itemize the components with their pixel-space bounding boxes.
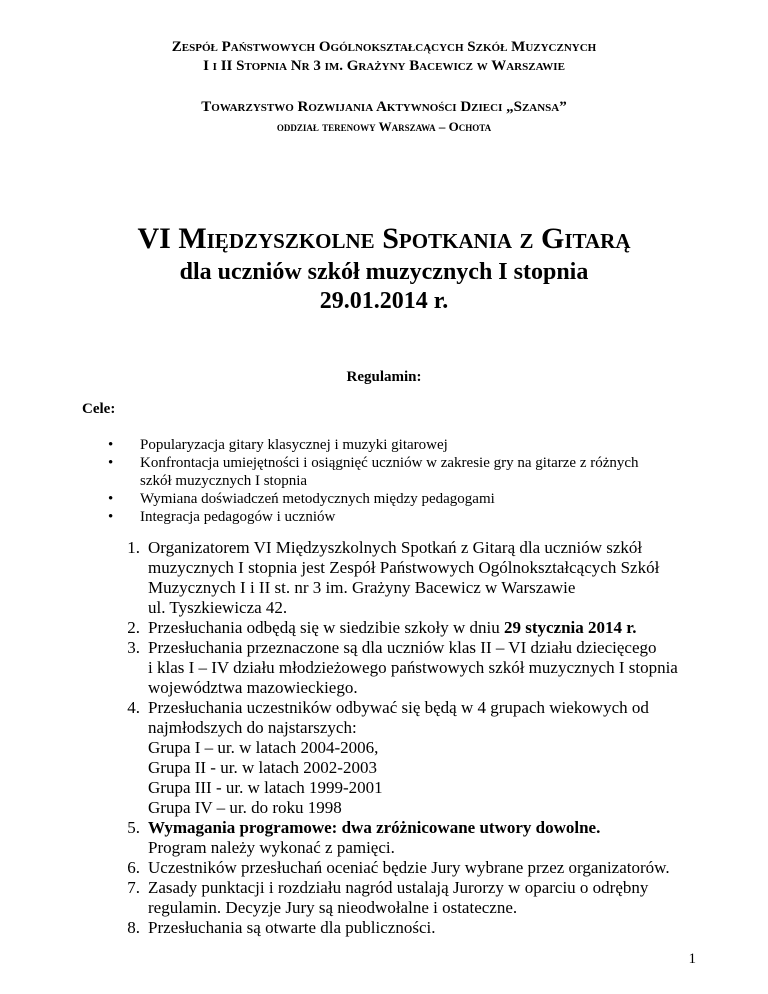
rule-item-4: 4. Przesłuchania uczestników odbywać się będą w 4 grupach wiekowych od najmłodszych do najstarszych: Grupa I – ur. w latach 2004-2006, Grupa II - ur. w latach 2002-2003 Grupa III - ur. w latach 1999-2001 Grupa IV – ur. do roku 1998 [127,698,649,817]
society-line-1: Towarzystwo Rozwijania Aktywności Dzieci „Szansa” [201,99,567,115]
rule-item-1: 1. Organizatorem VI Międzyszkolnych Spotkań z Gitarą dla uczniów szkół muzycznych I stopnia jest Zespół Państwowych Ogólnokształcących Szkół Muzycznych I i II st. nr 3 im. Grażyny Bacewicz w Warszawie ul. Tyszkiewicza 42. [127,538,660,617]
goal-item: • Integracja pedagogów i uczniów [108,509,336,525]
school-header [0,38,768,76]
bullet-icon: • [108,437,114,453]
rule-item-6: 6. Uczestników przesłuchań oceniać będzie Jury wybrane przez organizatorów. [127,858,670,877]
regulamin-heading: Regulamin: [346,369,422,385]
document-title [0,222,768,256]
rule-item-8: 8. Przesłuchania są otwarte dla publiczności. [127,918,436,937]
title-main: VI Międzyszkolne Spotkania z Gitarą [137,222,631,255]
rule-item-5: 5. Wymagania programowe: dwa zróżnicowane utwory dowolne. Program należy wykonać z pamięci. [127,818,601,857]
goals-list [108,436,688,526]
society-line-2: oddział terenowy Warszawa – Ochota [276,119,492,134]
rule-item-7: 7. Zasady punktacji i rozdziału nagród ustalają Jurorzy w oparciu o odrębny regulamin. Decyzje Jury są nieodwołalne i ostateczne. [127,878,649,917]
bullet-icon: • [108,509,114,525]
school-line-1: Zespół Państwowych Ogólnokształcących Szkół Muzycznych [171,39,597,55]
school-line-2: I i II Stopnia Nr 3 im. Grażyny Bacewicz w Warszawie [203,58,565,74]
cele-label: Cele: [82,401,116,417]
goal-item: • Popularyzacja gitary klasycznej i muzyki gitarowej [108,437,448,453]
bullet-icon: • [108,491,114,507]
rules-list [110,538,710,938]
bullet-icon: • [108,455,114,471]
subtitle-line-1: dla uczniów szkół muzycznych I stopnia [179,259,589,285]
rule-item-2: 2. Przesłuchania odbędą się w siedzibie szkoły w dniu 29 stycznia 2014 r. [127,618,637,637]
subtitle-date: 29.01.2014 r. [319,288,449,314]
hearing-date: 29 stycznia 2014 r. [503,618,637,637]
rule-item-3: 3. Przesłuchania przeznaczone są dla uczniów klas II – VI działu dziecięcego i klas I – IV działu młodzieżowego państwowych szkół muzycznych I stopnia województwa mazowieckiego. [127,638,678,697]
page-number: 1 [688,951,696,967]
goal-item: • Konfrontacja umiejętności i osiągnięć uczniów w zakresie gry na gitarze z różnych szkół muzycznych I stopnia [108,455,639,489]
document-subtitle [0,258,768,316]
society-header [0,98,768,136]
goal-item: • Wymiana doświadczeń metodycznych między pedagogami [108,491,495,507]
